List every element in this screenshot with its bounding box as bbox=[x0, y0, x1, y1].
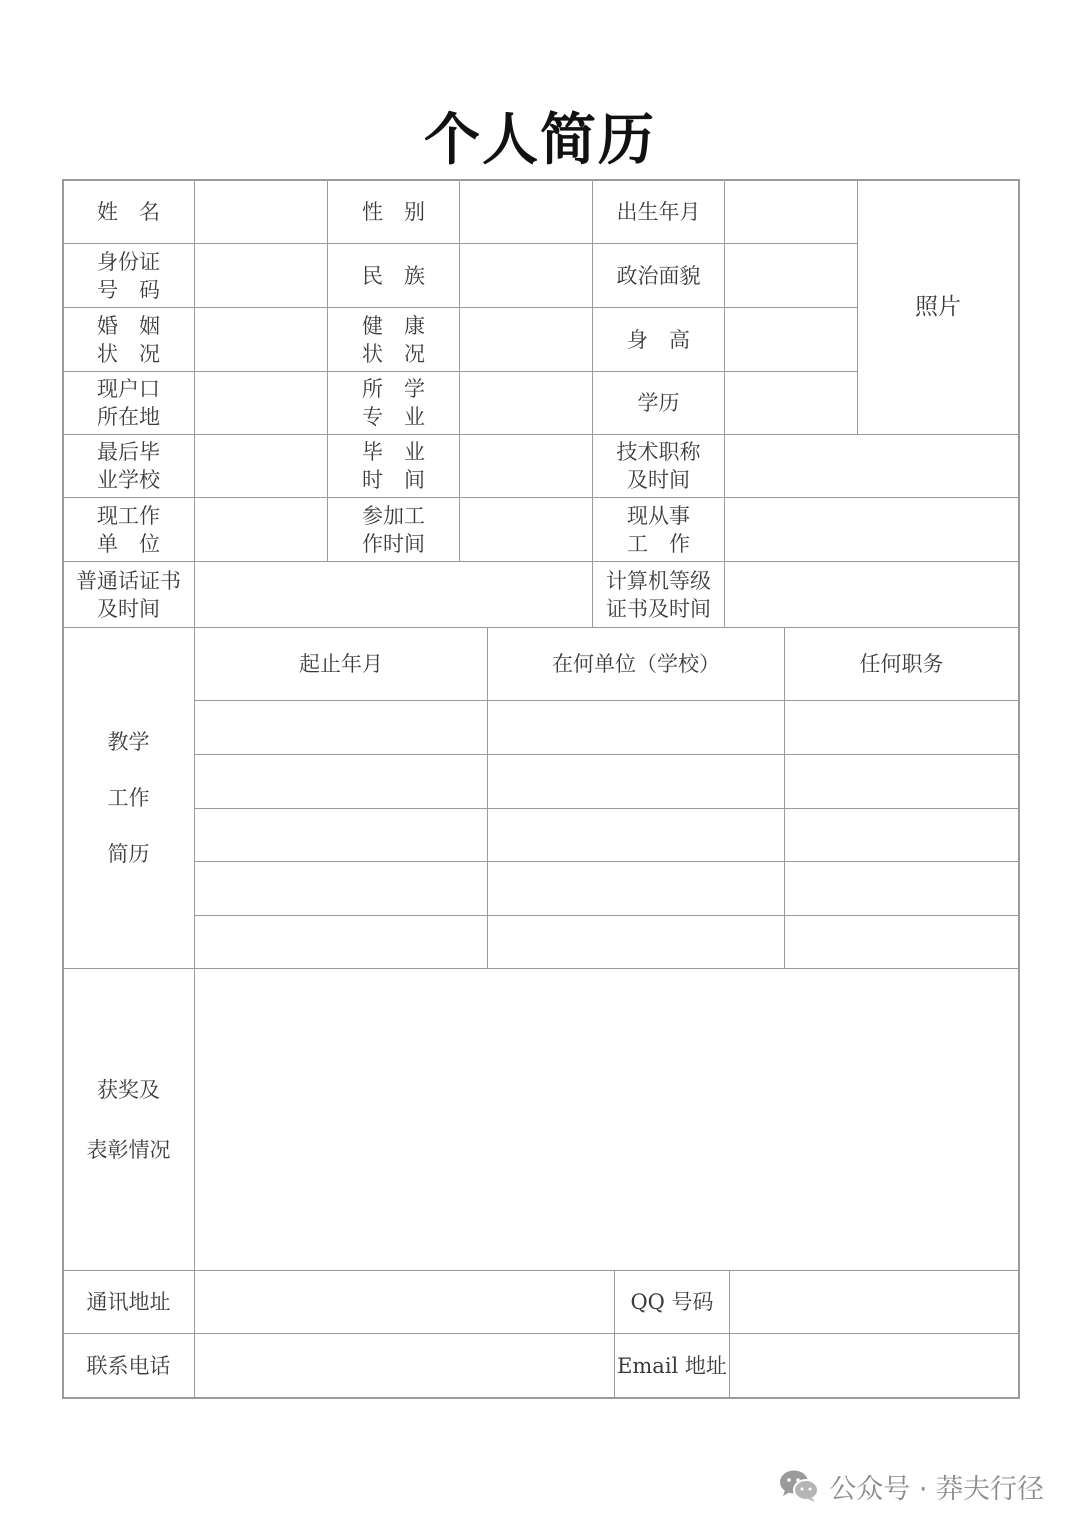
column-header-position bbox=[785, 628, 1018, 700]
history-row-4-position[interactable] bbox=[785, 862, 1018, 915]
label-text: 作时间 bbox=[362, 531, 425, 556]
field-name[interactable] bbox=[195, 180, 327, 243]
field-id[interactable] bbox=[195, 244, 327, 307]
field-current-job[interactable] bbox=[725, 498, 1018, 561]
history-row-5-period[interactable] bbox=[195, 916, 487, 968]
label-name bbox=[63, 180, 194, 243]
label-text: 工 作 bbox=[627, 531, 690, 556]
label-text: 姓 名 bbox=[97, 199, 160, 224]
label-text: 简历 bbox=[107, 842, 150, 866]
label-text: 联系电话 bbox=[86, 1353, 171, 1378]
label-text: 普通话证书 bbox=[76, 568, 181, 593]
field-birth[interactable] bbox=[725, 180, 857, 243]
label-text: 参加工 bbox=[362, 503, 425, 528]
history-row-3-position[interactable] bbox=[785, 809, 1018, 861]
column-header-period bbox=[195, 628, 487, 700]
field-computer[interactable] bbox=[725, 562, 1018, 627]
history-row-2-unit[interactable] bbox=[488, 755, 784, 808]
label-phone bbox=[63, 1334, 194, 1397]
field-mandarin[interactable] bbox=[195, 562, 592, 627]
label-text: 婚 姻 bbox=[97, 313, 160, 338]
field-gender[interactable] bbox=[460, 180, 592, 243]
label-text: 计算机等级 bbox=[606, 568, 711, 593]
label-text: 现工作 bbox=[97, 503, 160, 528]
label-text: 起止年月 bbox=[299, 652, 383, 676]
label-gender bbox=[328, 180, 459, 243]
label-text: 健 康 bbox=[362, 313, 425, 338]
label-email bbox=[615, 1334, 729, 1397]
label-text: 技术职称 bbox=[616, 440, 701, 464]
watermark-text: 公众号 · 莽夫行径 bbox=[829, 1473, 1044, 1505]
label-text: 获奖及 bbox=[97, 1077, 160, 1102]
label-text: 所 学 bbox=[362, 377, 425, 401]
field-school[interactable] bbox=[195, 435, 327, 497]
field-employer[interactable] bbox=[195, 498, 327, 561]
label-text: 身份证 bbox=[97, 249, 160, 274]
label-text: 及时间 bbox=[97, 596, 160, 621]
history-row-4-unit[interactable] bbox=[488, 862, 784, 915]
field-email[interactable] bbox=[730, 1334, 1018, 1397]
photo-box[interactable] bbox=[858, 180, 1018, 434]
label-graduation bbox=[328, 435, 459, 497]
label-health bbox=[328, 308, 459, 371]
label-text: 业学校 bbox=[97, 468, 160, 492]
label-text: 状 况 bbox=[362, 341, 425, 366]
label-text: 证书及时间 bbox=[606, 596, 711, 621]
field-phone[interactable] bbox=[195, 1334, 614, 1397]
label-text: 单 位 bbox=[97, 531, 160, 556]
field-major[interactable] bbox=[460, 372, 592, 434]
label-text: 任何职务 bbox=[859, 652, 944, 676]
label-ethnicity bbox=[328, 244, 459, 307]
label-text: 民 族 bbox=[362, 263, 425, 288]
history-row-3-period[interactable] bbox=[195, 809, 487, 861]
history-row-1-period[interactable] bbox=[195, 701, 487, 754]
label-text: 时 间 bbox=[362, 468, 425, 492]
label-tech-title bbox=[593, 435, 724, 497]
field-political[interactable] bbox=[725, 244, 857, 307]
label-text: 身 高 bbox=[627, 327, 690, 352]
table-border-right bbox=[1018, 179, 1020, 1399]
label-text: 工作 bbox=[107, 786, 150, 810]
table-border-bottom bbox=[62, 1397, 1019, 1399]
field-graduation[interactable] bbox=[460, 435, 592, 497]
history-row-3-unit[interactable] bbox=[488, 809, 784, 861]
history-row-1-position[interactable] bbox=[785, 701, 1018, 754]
label-text: 最后毕 bbox=[97, 440, 160, 464]
label-text: 专 业 bbox=[362, 405, 425, 429]
history-row-5-position[interactable] bbox=[785, 916, 1018, 968]
field-work-start[interactable] bbox=[460, 498, 592, 561]
label-text: 毕 业 bbox=[362, 440, 425, 464]
field-qq[interactable] bbox=[730, 1271, 1018, 1333]
label-current-job bbox=[593, 498, 724, 561]
field-health[interactable] bbox=[460, 308, 592, 371]
label-id bbox=[63, 244, 194, 307]
label-text: QQ 号码 bbox=[630, 1290, 714, 1314]
label-text: 号 码 bbox=[97, 277, 160, 302]
field-address[interactable] bbox=[195, 1271, 614, 1333]
label-text: 现从事 bbox=[627, 503, 690, 528]
field-hukou[interactable] bbox=[195, 372, 327, 434]
label-text: 状 况 bbox=[97, 341, 160, 366]
label-computer bbox=[593, 562, 724, 627]
label-awards bbox=[63, 969, 194, 1270]
label-employer bbox=[63, 498, 194, 561]
label-text: 性 别 bbox=[362, 199, 425, 224]
label-education bbox=[593, 372, 724, 434]
label-text: Email 地址 bbox=[617, 1353, 727, 1378]
field-awards[interactable] bbox=[195, 969, 1018, 1270]
label-text: 及时间 bbox=[627, 468, 690, 492]
history-row-4-period[interactable] bbox=[195, 862, 487, 915]
photo-label: 照片 bbox=[915, 294, 961, 320]
history-row-2-period[interactable] bbox=[195, 755, 487, 808]
label-text: 通讯地址 bbox=[86, 1290, 171, 1314]
field-height[interactable] bbox=[725, 308, 857, 371]
label-text: 学历 bbox=[637, 391, 680, 415]
label-qq bbox=[615, 1271, 729, 1333]
label-mandarin bbox=[63, 562, 194, 627]
watermark bbox=[779, 1462, 1044, 1510]
field-education[interactable] bbox=[725, 372, 857, 434]
label-school bbox=[63, 435, 194, 497]
label-text: 现户口 bbox=[97, 377, 160, 401]
field-marital[interactable] bbox=[195, 308, 327, 371]
label-birth bbox=[593, 180, 724, 243]
label-work-start bbox=[328, 498, 459, 561]
label-text: 政治面貌 bbox=[616, 263, 701, 288]
label-address bbox=[63, 1271, 194, 1333]
column-header-unit bbox=[488, 628, 784, 700]
history-row-2-position[interactable] bbox=[785, 755, 1018, 808]
label-text: 在何单位（学校） bbox=[552, 652, 720, 676]
field-ethnicity[interactable] bbox=[460, 244, 592, 307]
field-tech-title[interactable] bbox=[725, 435, 1018, 497]
label-political bbox=[593, 244, 724, 307]
wechat-icon bbox=[779, 1469, 819, 1503]
label-text: 表彰情况 bbox=[86, 1137, 171, 1162]
label-major bbox=[328, 372, 459, 434]
label-marital bbox=[63, 308, 194, 371]
label-hukou bbox=[63, 372, 194, 434]
label-height bbox=[593, 308, 724, 371]
label-work-history bbox=[63, 628, 194, 968]
history-row-1-unit[interactable] bbox=[488, 701, 784, 754]
label-text: 教学 bbox=[107, 730, 150, 754]
history-row-5-unit[interactable] bbox=[488, 916, 784, 968]
label-text: 出生年月 bbox=[616, 199, 701, 224]
label-text: 所在地 bbox=[97, 405, 160, 429]
page-title: 个人简历 bbox=[424, 107, 656, 173]
